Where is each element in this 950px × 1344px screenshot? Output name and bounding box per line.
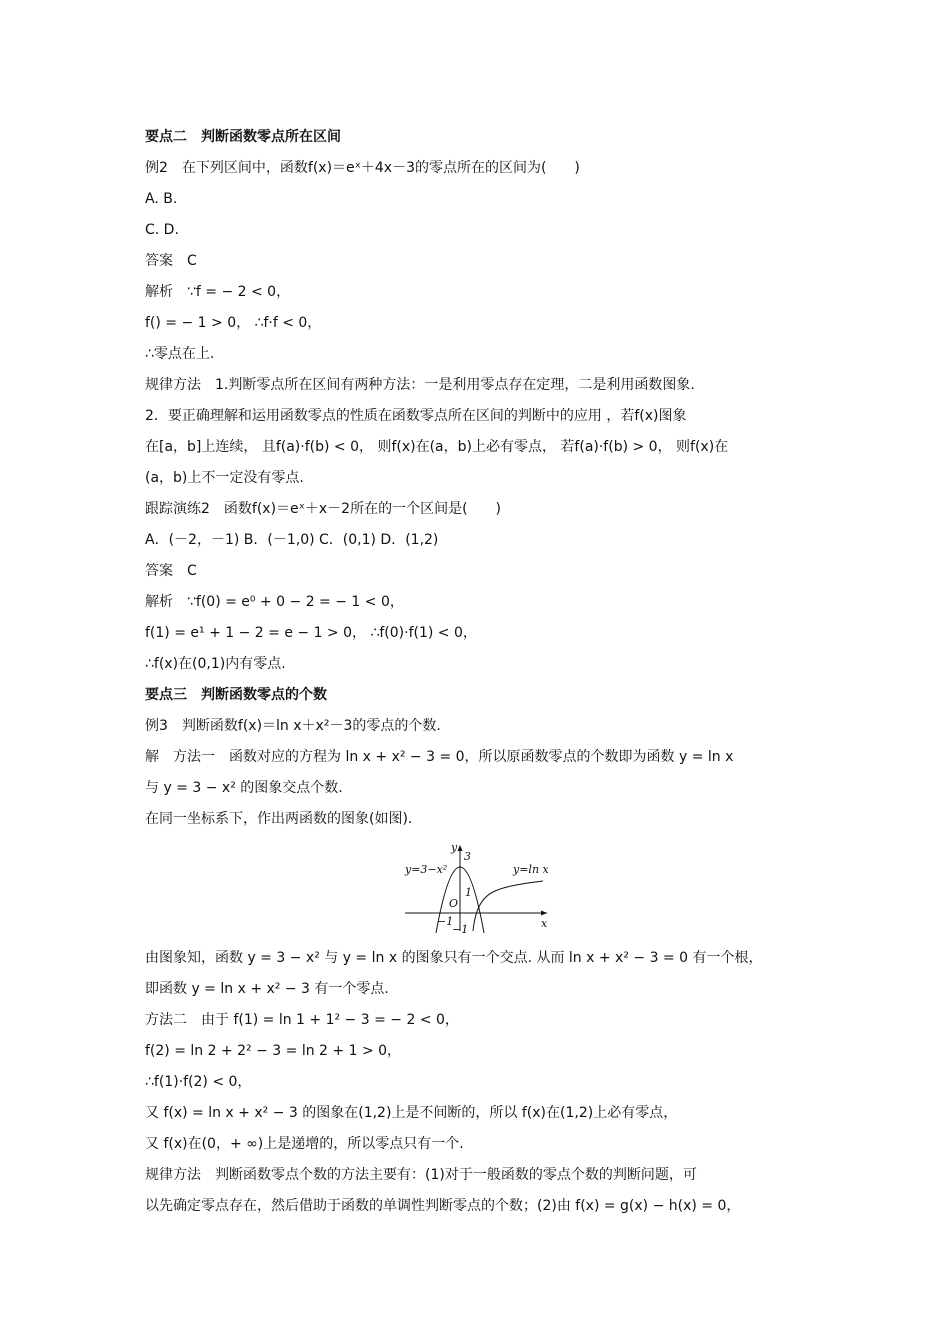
function-graph: [145, 841, 815, 941]
method-summary-count-2: 以先确定零点存在，然后借助于函数的单调性判断零点的个数；(2)由 f(x) = g(x) − h(x) = 0，: [145, 1198, 741, 1214]
method-two-3: ∴f(1)·f(2) < 0，: [145, 1074, 252, 1090]
practice-2-analysis-3: ∴f(x)在(0,1)内有零点.: [145, 656, 286, 672]
y-axis-arrow-icon: [458, 845, 463, 851]
method-two-5: 又 f(x)在(0，+ ∞)上是递增的，所以零点只有一个.: [145, 1136, 464, 1152]
label-neg-one-y: −1: [452, 923, 469, 933]
example-3-conclusion-1: 由图象知，函数 y = 3 − x² 与 y = ln x 的图象只有一个交点. 从而 ln x + x² − 3 = 0 有一个根，: [145, 950, 763, 966]
example-2-analysis-1: 解析 ∵f = − 2 < 0，: [145, 284, 291, 300]
example-3-solution-2: 与 y = 3 − x² 的图象交点个数.: [145, 780, 343, 796]
method-two-4: 又 f(x) = ln x + x² − 3 的图象在(1,2)上是不间断的，所以 f(x)在(1,2)上必有零点，: [145, 1105, 678, 1121]
example-2-options-ab: A. B.: [145, 191, 178, 207]
method-summary-3: 在[a，b]上连续， 且f(a)·f(b) < 0， 则f(x)在(a，b)上必有零点， 若f(a)·f(b) > 0， 则f(x)在: [145, 439, 729, 455]
x-axis-arrow-icon: [541, 911, 547, 916]
label-neg-one-x: −1: [437, 915, 454, 928]
section-heading-3: 要点三 判断函数零点的个数: [145, 687, 327, 703]
example-2-analysis-2: f() = − 1 > 0， ∴f·f < 0，: [145, 315, 322, 331]
practice-2-question: 跟踪演练2 函数f(x)＝eˣ＋x－2所在的一个区间是( ): [145, 501, 501, 517]
method-two-2: f(2) = ln 2 + 2² − 3 = ln 2 + 1 > 0，: [145, 1043, 402, 1059]
method-summary-4: (a，b)上不一定没有零点.: [145, 470, 304, 486]
method-two-1: 方法二 由于 f(1) = ln 1 + 1² − 3 = − 2 < 0，: [145, 1012, 459, 1028]
method-summary-1: 规律方法 1.判断零点所在区间有两种方法：一是利用零点存在定理，二是利用函数图象.: [145, 377, 695, 393]
function-graph-svg: [403, 841, 553, 933]
label-y-axis: y: [451, 841, 458, 854]
label-ln: y=ln x: [513, 863, 549, 876]
practice-2-options: A．(－2，－1) B．(－1,0) C．(0,1) D．(1,2): [145, 532, 439, 548]
practice-2-analysis-1: 解析 ∵f(0) = e⁰ + 0 − 2 = − 1 < 0，: [145, 594, 404, 610]
document-page: [145, 122, 815, 1222]
example-2-options-cd: C. D.: [145, 222, 179, 238]
practice-2-answer: 答案 C: [145, 563, 197, 579]
practice-2-analysis-2: f(1) = e¹ + 1 − 2 = e − 1 > 0， ∴f(0)·f(1) < 0，: [145, 625, 477, 641]
label-one: 1: [465, 886, 472, 899]
method-summary-count-1: 规律方法 判断函数零点个数的方法主要有：(1)对于一般函数的零点个数的判断问题，可: [145, 1167, 697, 1183]
example-3-solution-1: 解 方法一 函数对应的方程为 ln x + x² − 3 = 0，所以原函数零点的个数即为函数 y = ln x: [145, 749, 734, 765]
example-3-solution-3: 在同一坐标系下，作出两函数的图象(如图).: [145, 811, 413, 827]
example-2-answer: 答案 C: [145, 253, 197, 269]
label-x-axis: x: [541, 917, 548, 930]
label-parabola: y=3−x²: [405, 863, 448, 876]
example-3-conclusion-2: 即函数 y = ln x + x² − 3 有一个零点.: [145, 981, 389, 997]
example-2-analysis-3: ∴零点在上.: [145, 346, 215, 362]
label-origin: O: [449, 897, 459, 910]
method-summary-2: 2．要正确理解和运用函数零点的性质在函数零点所在区间的判断中的应用 ，若f(x)图象: [145, 408, 687, 424]
example-3-question: 例3 判断函数f(x)＝ln x＋x²－3的零点的个数.: [145, 718, 441, 734]
example-2-question: 例2 在下列区间中，函数f(x)＝eˣ＋4x－3的零点所在的区间为( ): [145, 160, 580, 176]
label-three: 3: [464, 850, 471, 863]
section-heading-2: 要点二 判断函数零点所在区间: [145, 129, 341, 145]
ln-curve: [473, 881, 543, 931]
